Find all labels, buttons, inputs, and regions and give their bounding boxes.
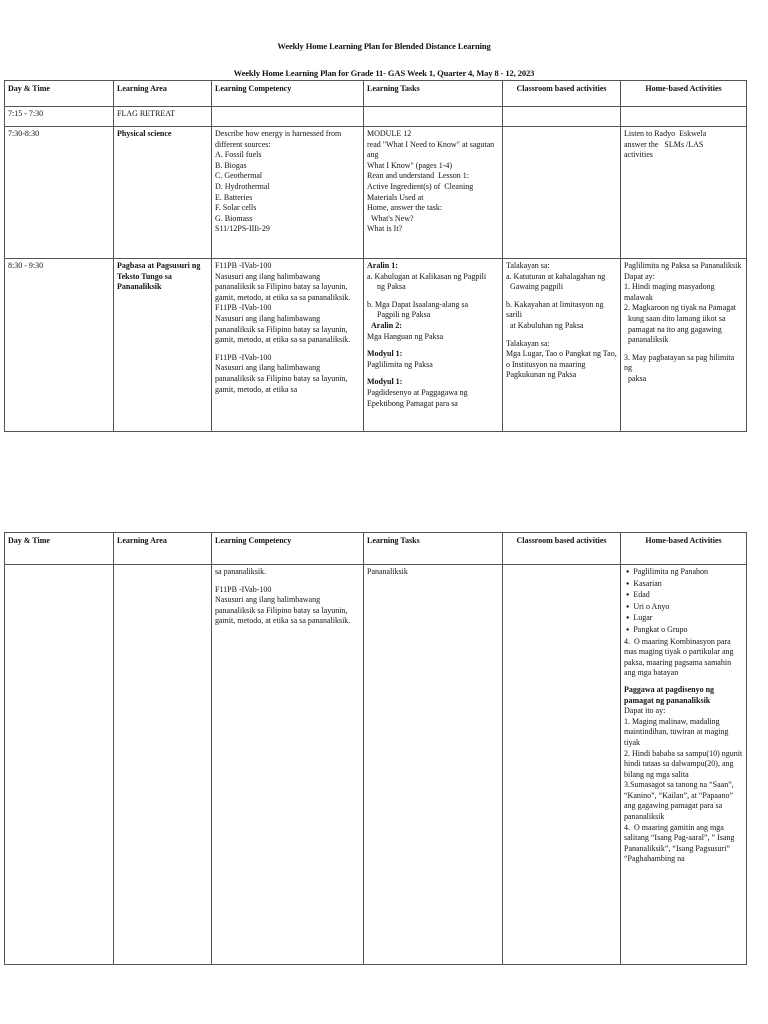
competency-cell: F11PB -IVab-100 Nasusuri ang ilang halimbawang pananaliksik sa Filipino batay sa layunin, gamit, metodo, at etika sa sa pananaliksik. F11PB -IVab-100 Nasusuri ang ilang halimbawang pananaliksik sa Filipino batay sa layunin, gamit, metodo, at etika sa sa pananaliksik. F11PB -IVab-100 Nasusuri ang ilang halimbawang pananaliksik sa Filipino batay sa layunin, gamit, metodo, at etika sa [212, 259, 364, 432]
list-item: ● Paglilimita ng Panahon [624, 567, 743, 579]
home-cell: Paglilimita ng Paksa sa Pananaliksik Dapat ay: 1. Hindi maging masyadong malawak 2. Magkaroon ng tiyak na Pamagat kung saan dito lamang iikot sa pamagat na ito ang gagawing pananaliksik 3. May pagbatayan sa pag hilimita ng paksa [621, 259, 747, 432]
home-cell: Listen to Radyo Eskwela answer the SLMs /LAS activities [621, 127, 747, 259]
learning-area-cell: Physical science [114, 127, 212, 259]
header-learning-tasks: Learning Tasks [364, 533, 503, 565]
home-cell: ● Paglilimita ng Panahon ● Kasarian ● Edad ● Uri o Anyo ● Lugar ● Pangkat o Grupo 4. O maaring Kombinasyon para mas maging tiyak o partikular ang paksa, maaring pagsama samahin ang mga batayan Paggawa at pagdisenyo ng pamagat ng pananaliksik Dapat ito ay: 1. Maging malinaw, madaling maintindihan, tuwiran at maging tiyak 2. Hindi bababa sa sampu(10) ngunit hindi tataas sa dalwampu(20), ang bilang ng mga salita 3.Sumasagot sa tanong na “Saan”, “Kanino”, “Kailan”, at “Papaano” ang gagawing pamagat para sa pananaliksik 4. O maaring gamitin ang mga salitang “Isang Pag-aaral”, ” Isang Pananaliksik”, “Isang Pagsusuri” “Paghahambing na [621, 565, 747, 965]
header-classroom-activities: Classroom based activities [503, 81, 621, 107]
header-day-time: Day & Time [5, 533, 114, 565]
tasks-cell: Pananaliksik [364, 565, 503, 965]
section-heading: Paggawa at pagdisenyo ng pamagat ng pananaliksik [624, 684, 717, 705]
header-learning-area: Learning Area [114, 81, 212, 107]
list-item: ● Edad [624, 590, 743, 602]
header-day-time: Day & Time [5, 81, 114, 107]
header-row [5, 81, 747, 107]
classroom-cell: Talakayan sa: a. Katuturan at kahalagahan ng Gawaing pagpili b. Kakayahan at limitasyon ng sarili at Kabuluhan ng Paksa Talakayan sa: Mga Lugar, Tao o Pangkat ng Tao, o Institusyon na maaring Pagkukunan ng Paksa [503, 259, 621, 432]
list-item: ● Pangkat o Grupo [624, 625, 743, 637]
competency-cell: Describe how energy is harnessed from different sources: A. Fossil fuels B. Biogas C. Geothermal D. Hydrothermal E. Batteries F. Solar cells G. Biomass S11/12PS-IIIi-29 [212, 127, 364, 259]
competency-cell: sa pananaliksik. F11PB -IVab-100 Nasusuri ang ilang halimbawang pananaliksik sa Filipino batay sa layunin, gamit, metodo, at etika sa sa pananaliksik. [212, 565, 364, 965]
time-cell: 7:15 - 7:30 [5, 107, 114, 127]
list-item: ● Lugar [624, 613, 743, 625]
header-row [5, 533, 747, 565]
document-subtitle: Weekly Home Learning Plan for Grade 11- GAS Week 1, Quarter 4, May 8 - 12, 2023 [233, 68, 535, 78]
list-item: ● Uri o Anyo [624, 602, 743, 614]
table-row [5, 565, 747, 965]
list-item: ● Kasarian [624, 579, 743, 591]
table-row [5, 259, 747, 432]
header-classroom-activities: Classroom based activities [503, 533, 621, 565]
learning-plan-table-page2 [4, 532, 747, 965]
classroom-cell [503, 127, 621, 259]
table-row [5, 107, 747, 127]
table-row [5, 127, 747, 259]
time-cell: 8:30 - 9:30 [5, 259, 114, 432]
header-learning-tasks: Learning Tasks [364, 81, 503, 107]
learning-plan-table-page1 [4, 80, 747, 432]
tasks-cell: Aralin 1: a. Kahulugan at Kalikasan ng Pagpili ng Paksa b. Mga Dapat Isaalang-alang sa Pagpili ng Paksa Aralin 2: Mga Hanguan ng Paksa Modyul 1: Paglilimita ng Paksa Modyul 1: Pagdidesenyo at Paggagawa ng Epektibong Pamagat para sa [364, 259, 503, 432]
time-cell: 7:30-8:30 [5, 127, 114, 259]
header-learning-competency: Learning Competency [212, 81, 364, 107]
header-home-activities: Home-based Activities [621, 533, 747, 565]
learning-area-cell: Pagbasa at Pagsusuri ng Teksto Tungo sa Pananaliksik [114, 259, 212, 432]
header-learning-competency: Learning Competency [212, 533, 364, 565]
flag-retreat-cell: FLAG RETREAT [114, 107, 212, 127]
header-learning-area: Learning Area [114, 533, 212, 565]
header-home-activities: Home-based Activities [621, 81, 747, 107]
tasks-cell: MODULE 12 read "What I Need to Know" at sagutan ang What I Know" (pages 1-4) Rean and understand Lesson 1: Active Ingredient(s) of Cleaning Materials Used at Home, answer the task: What's New? What is It? [364, 127, 503, 259]
document-title: Weekly Home Learning Plan for Blended Distance Learning [277, 41, 491, 51]
